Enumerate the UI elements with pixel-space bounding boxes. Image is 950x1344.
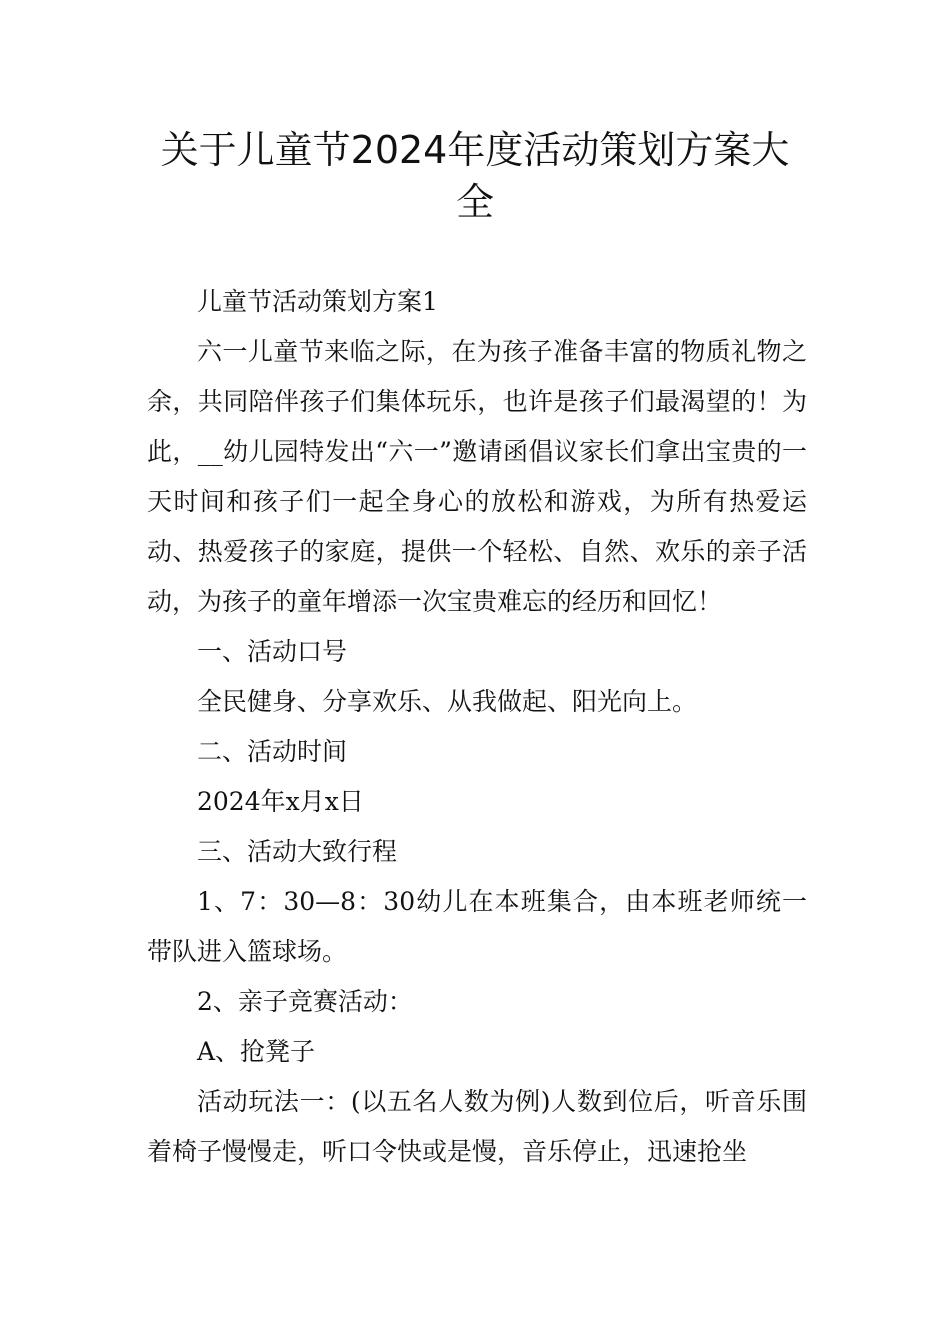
body-paragraph: 2024年x月x日 (197, 787, 364, 816)
document-title: 关于儿童节2024年度活动策划方案大全 (160, 128, 790, 224)
section-heading: 儿童节活动策划方案1 (197, 287, 438, 316)
section-heading: 一、活动口号 (197, 637, 348, 666)
section-heading: 二、活动时间 (197, 737, 348, 766)
document-body (147, 277, 807, 1177)
body-paragraph: 2、亲子竞赛活动： (197, 987, 413, 1016)
body-paragraph: 1、7：30—8：30幼儿在本班集合，由本班老师统一带队进入篮球场。 (147, 887, 807, 966)
section-heading: 三、活动大致行程 (197, 837, 398, 866)
body-paragraph: 全民健身、分享欢乐、从我做起、阳光向上。 (197, 687, 698, 716)
body-paragraph: 活动玩法一：(以五名人数为例)人数到位后，听音乐围着椅子慢慢走，听口令快或是慢，音乐停止，迅速抢坐 (147, 1087, 807, 1166)
body-paragraph: A、抢凳子 (197, 1037, 316, 1066)
intro-paragraph: 六一儿童节来临之际，在为孩子准备丰富的物质礼物之余，共同陪伴孩子们集体玩乐，也许是孩子们最渴望的！为此，__幼儿园特发出“六一”邀请函倡议家长们拿出宝贵的一天时间和孩子们一起全身心的放松和游戏，为所有热爱运动、热爱孩子的家庭，提供一个轻松、自然、欢乐的亲子活动，为孩子的童年增添一次宝贵难忘的经历和回忆！ (147, 337, 807, 616)
